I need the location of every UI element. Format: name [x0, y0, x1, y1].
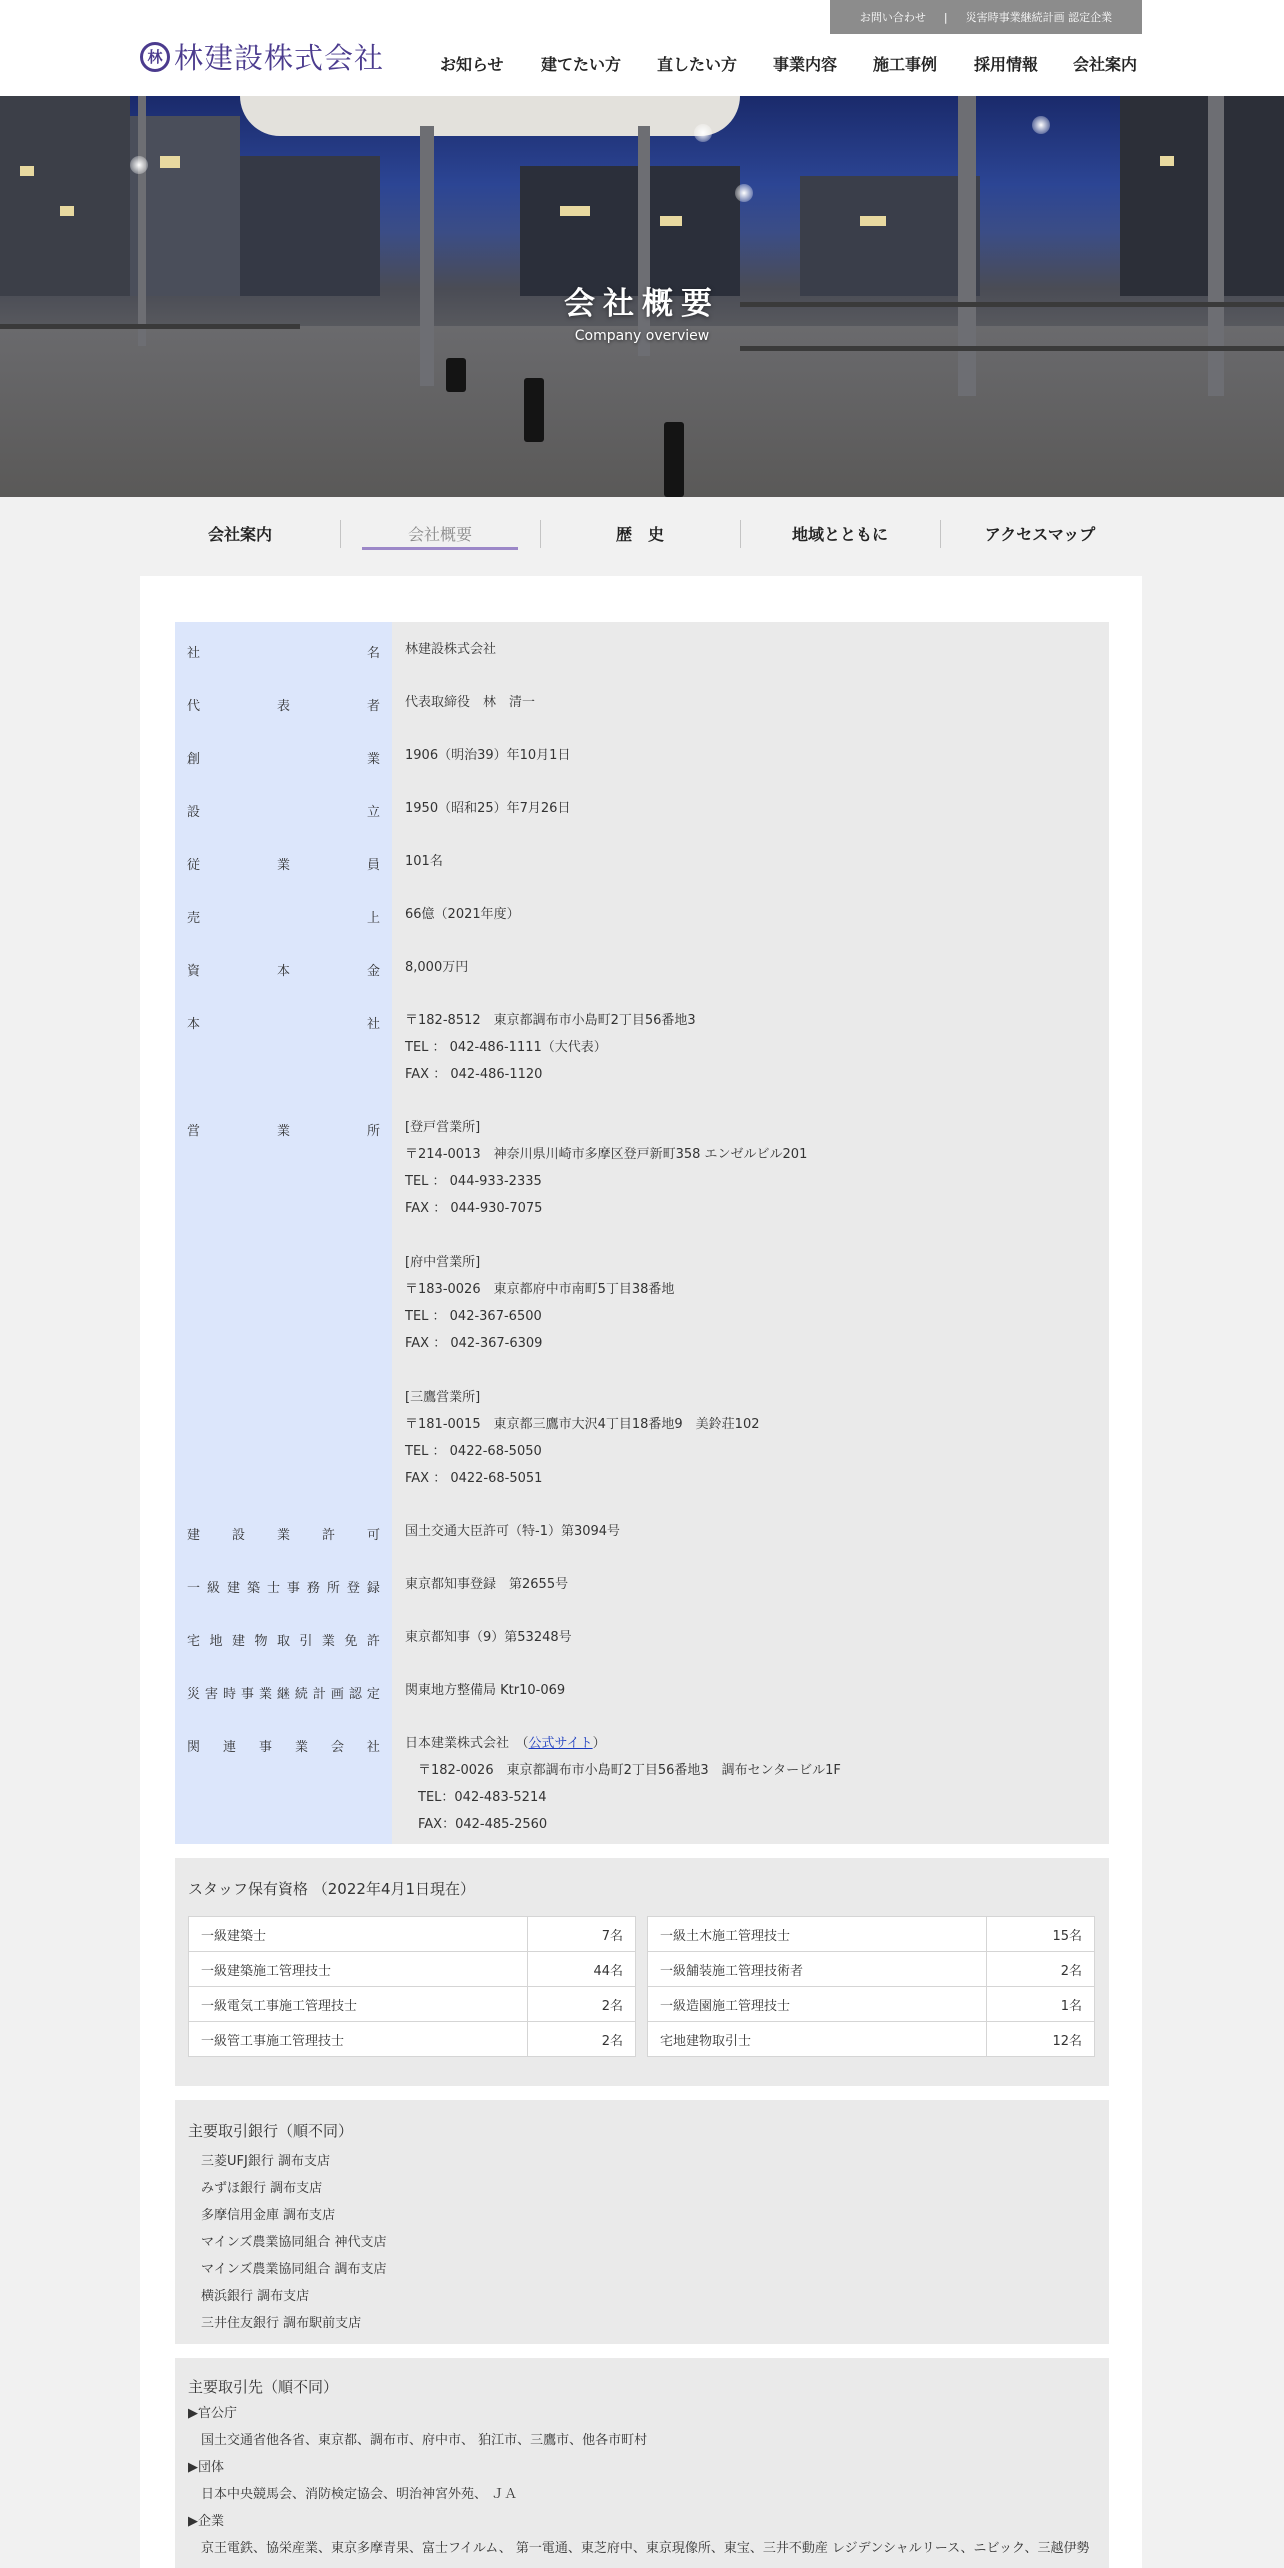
bank-item: 多摩信用金庫 調布支店 — [201, 2208, 336, 2223]
row-value: [三鷹営業所] — [405, 1390, 481, 1405]
row-value: FAX ： 042-367-6309 — [405, 1336, 543, 1351]
label-char: 許 — [321, 1528, 335, 1543]
label-char: 引 — [299, 1634, 313, 1649]
qualification-row — [648, 1987, 1095, 2022]
hero-title: 会社概要 — [564, 286, 720, 322]
related-company-name — [405, 1730, 606, 1757]
qualification-row — [189, 1917, 636, 1952]
tab-label: 会社案内 — [207, 524, 272, 544]
site-header — [0, 0, 1284, 96]
qualification-count: 7名 — [528, 1917, 636, 1952]
label-char: 業 — [366, 752, 380, 767]
qualification-row — [648, 1917, 1095, 1952]
label-char: 画 — [330, 1687, 344, 1702]
related-company-detail: 〒182-0026 東京都調布市小島町2丁目56番地3 調布センタービル1F — [405, 1763, 841, 1778]
row-label — [187, 1736, 380, 1755]
utility-bar — [830, 0, 1142, 34]
qualification-name: 宅地建物取引士 — [648, 2022, 987, 2057]
row-label — [187, 1120, 380, 1139]
qualification-count: 2名 — [528, 1987, 636, 2022]
qualification-name: 一級土木施工管理技士 — [648, 1917, 987, 1952]
main-clients — [175, 2358, 1109, 2568]
hero-window — [560, 206, 590, 216]
label-char: 資 — [187, 964, 201, 979]
row-label — [187, 1683, 380, 1702]
hero-window — [860, 216, 886, 226]
row-label — [187, 1524, 380, 1543]
label-char: 業 — [294, 1740, 308, 1755]
label-char: 表 — [276, 699, 290, 714]
label-char: 士 — [266, 1581, 280, 1596]
nav-company[interactable]: 会社案内 — [1073, 55, 1138, 74]
qualification-row — [648, 1952, 1095, 1987]
client-list-text: 日本中央競馬会、消防検定協会、明治神宮外苑、 ＪＡ — [201, 2487, 518, 2502]
row-label — [187, 854, 380, 873]
label-char: 業 — [276, 1124, 290, 1139]
label-char: 認 — [348, 1687, 362, 1702]
qualification-count: 1名 — [987, 1987, 1095, 2022]
label-char: 地 — [209, 1634, 223, 1649]
row-value: 1950（昭和25）年7月26日 — [405, 801, 571, 816]
utility-separator: | — [943, 10, 948, 24]
label-char: 所 — [366, 1124, 380, 1139]
row-label — [187, 1013, 380, 1032]
hero-window — [660, 216, 682, 226]
row-value: 代表取締役 林 清一 — [405, 695, 536, 710]
label-char: 売 — [187, 911, 201, 926]
staff-title: スタッフ保有資格 （2022年4月1日現在） — [188, 1880, 476, 1898]
label-char: 設 — [187, 805, 201, 820]
label-char: 事 — [240, 1687, 254, 1702]
label-char: 社 — [187, 646, 201, 661]
row-value: 国土交通大臣許可（特-1）第3094号 — [405, 1524, 621, 1539]
qualification-row — [189, 1952, 636, 1987]
row-value: 東京都知事（9）第53248号 — [405, 1630, 572, 1645]
hero-window — [1160, 156, 1174, 166]
row-value: 関東地方整備局 Ktr10-069 — [405, 1683, 566, 1698]
logo-mark-icon: 林 — [140, 42, 170, 72]
label-char: 築 — [246, 1581, 260, 1596]
banks-title: 主要取引銀行（順不同） — [188, 2122, 354, 2140]
label-char: 金 — [366, 964, 380, 979]
row-value: FAX ： 042-486-1120 — [405, 1067, 543, 1082]
label-char: 社 — [366, 1017, 380, 1032]
qualification-table-left — [188, 1916, 636, 2057]
row-label — [187, 960, 380, 979]
qualification-row — [189, 1987, 636, 2022]
label-char: 級 — [206, 1581, 220, 1596]
nav-renovate[interactable]: 直したい方 — [657, 55, 738, 74]
label-char: 録 — [366, 1581, 380, 1596]
client-list-text: 国土交通省他各省、東京都、調布市、府中市、 狛江市、三鷹市、他各市町村 — [201, 2433, 648, 2448]
client-category: ▶企業 — [188, 2514, 224, 2529]
label-char: 建 — [231, 1634, 245, 1649]
bank-item: マインズ農業協同組合 調布支店 — [201, 2262, 387, 2277]
row-value: 〒182-8512 東京都調布市小島町2丁目56番地3 — [405, 1013, 696, 1028]
hero-lamp — [1032, 116, 1050, 134]
label-char: 可 — [366, 1528, 380, 1543]
nav-business[interactable]: 事業内容 — [773, 55, 838, 74]
row-value: TEL ： 0422-68-5050 — [405, 1444, 542, 1459]
nav-works[interactable]: 施工事例 — [873, 55, 938, 74]
hero-lamp — [735, 184, 753, 202]
active-tab-underline — [362, 547, 518, 550]
related-company-detail: TEL：042-483-5214 — [405, 1790, 547, 1805]
label-char: 計 — [312, 1687, 326, 1702]
related-name: 日本建業株式会社 （ — [405, 1736, 529, 1751]
client-category: ▶団体 — [188, 2460, 224, 2475]
nav-news[interactable]: お知らせ — [440, 55, 504, 74]
hero-window — [20, 166, 34, 176]
row-value: 1906（明治39）年10月1日 — [405, 748, 571, 763]
row-label — [187, 748, 380, 767]
label-char: 災 — [187, 1687, 201, 1702]
hero-building — [0, 96, 130, 296]
related-close: ） — [592, 1736, 606, 1751]
label-char: 宅 — [187, 1634, 201, 1649]
tab-access-map[interactable] — [940, 516, 1140, 550]
label-char: 設 — [231, 1528, 245, 1543]
row-label — [187, 642, 380, 661]
qualification-count: 15名 — [987, 1917, 1095, 1952]
hero-window — [60, 206, 74, 216]
label-char: 会 — [330, 1740, 344, 1755]
clients-title: 主要取引先（順不同） — [188, 2378, 339, 2396]
row-value: TEL ： 042-486-1111（大代表） — [405, 1040, 607, 1055]
qualification-row — [648, 2022, 1095, 2057]
row-value: TEL ： 044-933-2335 — [405, 1174, 542, 1189]
bank-item: 三井住友銀行 調布駅前支店 — [201, 2316, 362, 2331]
client-list-text: 京王電鉄、協栄産業、東京多摩青果、富士フイルム、 第一電通、東芝府中、東京現像所、東宝、三井不動産 レジデンシャルリース、ニビック、三越伊勢 — [201, 2541, 1090, 2556]
label-char: 業 — [258, 1687, 272, 1702]
tab-community[interactable] — [740, 516, 940, 550]
label-char: 所 — [326, 1581, 340, 1596]
label-char: 者 — [366, 699, 380, 714]
main-nav — [0, 52, 1284, 78]
label-char: 登 — [346, 1581, 360, 1596]
qualification-row — [189, 2022, 636, 2057]
hero-fence — [740, 346, 1284, 351]
tab-label: 会社概要 — [407, 524, 472, 544]
official-site-link[interactable]: 公式サイト — [528, 1736, 593, 1751]
contact-link[interactable]: お問い合わせ — [859, 11, 926, 24]
label-char: 名 — [366, 646, 380, 661]
label-char: 上 — [366, 911, 380, 926]
tab-label: アクセスマップ — [984, 524, 1096, 544]
section-tabs — [140, 516, 1140, 550]
label-char: 業 — [276, 1528, 290, 1543]
row-value: 8,000万円 — [405, 960, 469, 975]
label-char: 業 — [321, 1634, 335, 1649]
label-char: 一 — [187, 1581, 201, 1596]
row-value: 〒181-0015 東京都三鷹市大沢4丁目18番地9 美鈴荘102 — [405, 1417, 760, 1432]
qualification-name: 一級建築士 — [189, 1917, 528, 1952]
hero-building — [1120, 96, 1284, 296]
label-char: 建 — [187, 1528, 201, 1543]
hero-subtitle: Company overview — [574, 328, 710, 344]
qualification-count: 44名 — [528, 1952, 636, 1987]
label-char: 関 — [187, 1740, 201, 1755]
label-char: 継 — [276, 1687, 290, 1702]
label-char: 続 — [294, 1687, 308, 1702]
related-company-detail: FAX：042-485-2560 — [405, 1817, 548, 1832]
tab-history[interactable] — [540, 516, 740, 550]
nav-build[interactable]: 建てたい方 — [541, 55, 622, 74]
row-value: FAX ： 0422-68-5051 — [405, 1471, 543, 1486]
qualification-count: 2名 — [528, 2022, 636, 2057]
label-char: 業 — [276, 858, 290, 873]
row-value: 101名 — [405, 854, 443, 869]
tab-company-guide[interactable] — [140, 516, 340, 550]
label-char: 定 — [366, 1687, 380, 1702]
bank-item: 横浜銀行 調布支店 — [201, 2289, 310, 2304]
label-char: 本 — [187, 1017, 201, 1032]
bank-item: マインズ農業協同組合 神代支店 — [201, 2235, 387, 2250]
label-char: 立 — [366, 805, 380, 820]
row-value: 66億（2021年度） — [405, 907, 520, 922]
qualification-name: 一級造園施工管理技士 — [648, 1987, 987, 2022]
label-char: 害 — [204, 1687, 218, 1702]
company-info-table — [175, 622, 1109, 1844]
qualification-name: 一級舗装施工管理技術者 — [648, 1952, 987, 1987]
label-char: 事 — [286, 1581, 300, 1596]
label-char: 建 — [226, 1581, 240, 1596]
label-char: 社 — [366, 1740, 380, 1755]
bank-item: 三菱UFJ銀行 調布支店 — [201, 2154, 330, 2169]
label-char: 本 — [276, 964, 290, 979]
qualification-name: 一級管工事施工管理技士 — [189, 2022, 528, 2057]
hero-building — [520, 166, 740, 296]
hero-building — [240, 156, 380, 296]
row-label — [187, 695, 380, 714]
row-value: 東京都知事登録 第2655号 — [405, 1577, 569, 1592]
staff-qualifications — [175, 1858, 1109, 2086]
hero-lamp — [694, 124, 712, 142]
hero-bollard — [664, 422, 684, 497]
label-char: 許 — [366, 1634, 380, 1649]
qualification-table-right — [647, 1916, 1095, 2057]
qualification-count: 2名 — [987, 1952, 1095, 1987]
hero-canopy — [240, 96, 740, 136]
tab-label: 地域とともに — [791, 524, 888, 544]
bcp-certified-link[interactable]: 災害時事業継続計画 認定企業 — [965, 11, 1113, 24]
hero-pole — [1208, 96, 1224, 396]
hero-bollard — [446, 358, 466, 392]
tab-company-overview[interactable] — [340, 516, 540, 550]
hero-lamp — [130, 156, 148, 174]
bank-item: みずほ銀行 調布支店 — [201, 2181, 323, 2196]
hero-pole — [420, 126, 434, 386]
label-char: 務 — [306, 1581, 320, 1596]
label-char: 取 — [276, 1634, 290, 1649]
label-char: 連 — [222, 1740, 236, 1755]
label-char: 物 — [254, 1634, 268, 1649]
hero-window — [160, 156, 180, 168]
row-value: [登戸営業所] — [405, 1120, 481, 1135]
row-label — [187, 907, 380, 926]
row-value: [府中営業所] — [405, 1255, 481, 1270]
qualification-name: 一級建築施工管理技士 — [189, 1952, 528, 1987]
hero-banner — [0, 96, 1284, 497]
label-char: 員 — [366, 858, 380, 873]
qualification-count: 12名 — [987, 2022, 1095, 2057]
nav-recruit[interactable]: 採用情報 — [974, 55, 1039, 74]
qualification-name: 一級電気工事施工管理技士 — [189, 1987, 528, 2022]
hero-pole — [958, 96, 976, 396]
row-value: TEL ： 042-367-6500 — [405, 1309, 542, 1324]
logo-text: 林建設株式会社 — [174, 41, 385, 75]
row-value: 〒214-0013 神奈川県川崎市多摩区登戸新町358 エンゼルビル201 — [405, 1147, 808, 1162]
label-char: 免 — [344, 1634, 358, 1649]
label-char: 営 — [187, 1124, 201, 1139]
main-banks — [175, 2100, 1109, 2344]
label-char: 時 — [222, 1687, 236, 1702]
row-value: 林建設株式会社 — [405, 642, 497, 657]
label-char: 事 — [258, 1740, 272, 1755]
label-char: 従 — [187, 858, 201, 873]
row-value: FAX ： 044-930-7075 — [405, 1201, 543, 1216]
row-label — [187, 1577, 380, 1596]
label-char: 代 — [187, 699, 201, 714]
row-value: 〒183-0026 東京都府中市南町5丁目38番地 — [405, 1282, 675, 1297]
hero-bollard — [524, 378, 544, 442]
label-char: 創 — [187, 752, 201, 767]
row-label — [187, 1630, 380, 1649]
tab-label: 歴 史 — [615, 524, 664, 544]
row-label — [187, 801, 380, 820]
hero-building — [130, 116, 240, 296]
client-category: ▶官公庁 — [188, 2406, 237, 2421]
